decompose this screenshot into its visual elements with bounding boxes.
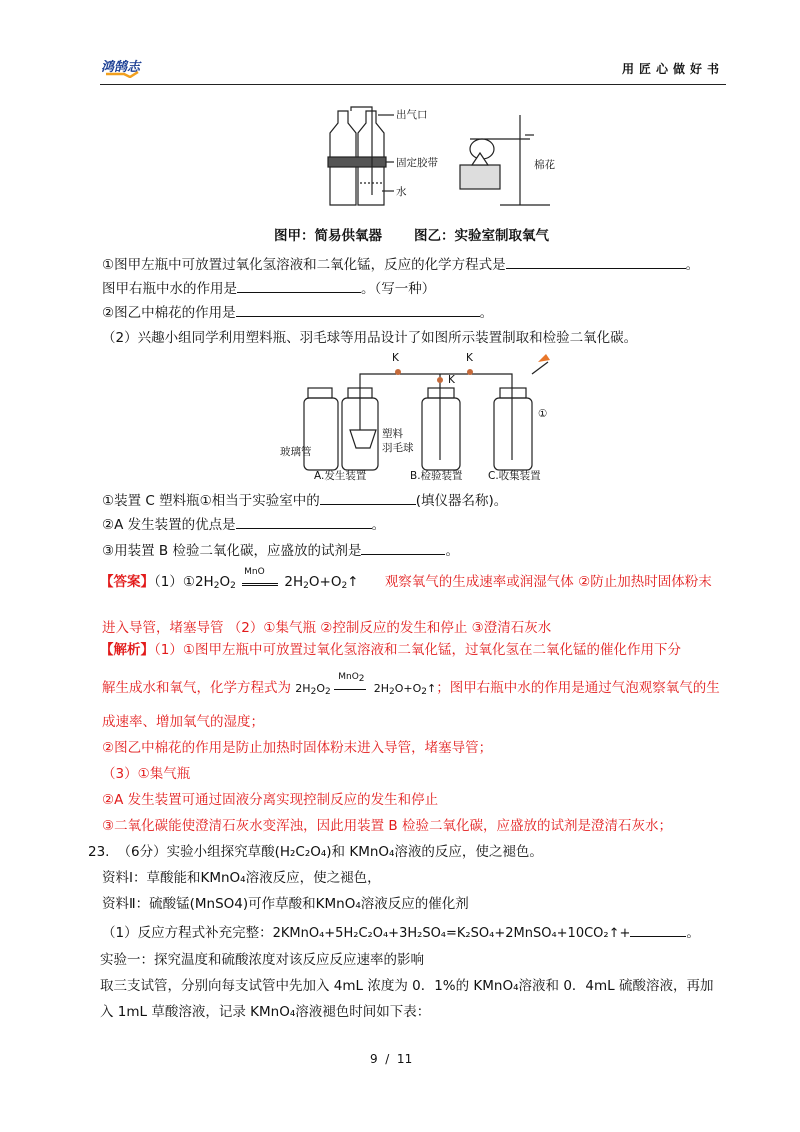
analysis-line3: 成速率、增加氧气的湿度； (102, 714, 264, 730)
q1-line3 (102, 302, 493, 323)
label-tape: 固定胶带 (396, 157, 438, 169)
q1-line3-tail: 。 (479, 305, 494, 321)
answer-line1: 【答案】$(1)①2H_2O_2$ MnO $2H_2O+O_2↑$ 观察氧气的生成速率或润湿气体 ②防止加热时固体粉末 (100, 572, 712, 596)
q2-item1 (102, 490, 507, 511)
q1-line2-text: 图甲右瓶中水的作用是 (102, 281, 237, 297)
analysis-l1: （1）①图甲左瓶中可放置过氧化氢溶液和二氧化锰，过氧化氢在二氧化锰的催化作用下分 (154, 642, 681, 658)
label-a: A.发生装置 (314, 470, 367, 482)
q1-blank2 (237, 278, 361, 293)
q1-blank1 (506, 254, 686, 269)
label-badminton: 羽毛球 (382, 442, 414, 454)
q2-blank2 (236, 514, 372, 529)
q1-line1: ①图甲左瓶中可放置过氧化氢溶液和二氧化锰，反应的化学方程式是 。 (102, 254, 699, 275)
q2-item2-tail: 。 (371, 517, 386, 533)
q23-line7: 入 1mL 草酸溶液，记录 KMnO₄溶液褪色时间如下表： (100, 1004, 431, 1020)
analysis-line2: 解生成水和氧气，化学方程式为 $2H_2O_2$ MnO2 $2H_2O+O_2↑$；图甲右瓶中水的作用是通过气泡观察氧气的生 (102, 672, 720, 697)
analysis-l2b: ；图甲右瓶中水的作用是通过气泡观察氧气的生 (436, 680, 720, 696)
analysis-l2a: 解生成水和氧气，化学方程式为 (102, 680, 291, 696)
analysis-line5: （3）①集气瓶 (102, 766, 191, 782)
label-outlet: 出气口 (396, 109, 428, 121)
q23-blank (630, 922, 686, 937)
q2-item3-tail: 。 (445, 543, 459, 559)
page-number: 9 / 11 (370, 1052, 413, 1066)
q2-item2-text: ②A 发生装置的优点是 (102, 517, 236, 533)
label-circle-1: ① (538, 408, 548, 420)
analysis-line1 (100, 640, 681, 660)
q1-blank3 (236, 302, 480, 317)
q23-l1: （6分）实验小组探究草酸(H₂C₂O₄)和 KMnO₄溶液的反应，使之褪色。 (117, 844, 543, 860)
q23-line3: 资料Ⅱ：硫酸锰(MnSO4)可作草酸和KMnO₄溶液反应的催化剂 (102, 896, 469, 912)
q2-item1-text: ①装置 C 塑料瓶①相当于实验室中的 (102, 493, 320, 509)
figure-co2-apparatus (280, 350, 580, 485)
label-b: B.检验装置 (410, 470, 463, 482)
q1-line2-tail: 。（写一种） (361, 281, 436, 297)
label-water: 水 (396, 186, 407, 198)
q23-l4-tail: 。 (686, 925, 700, 941)
answer-part1: （1）① (154, 574, 195, 590)
q1-line1-text: ①图甲左瓶中可放置过氧化氢溶液和二氧化锰，反应的化学方程式是 (102, 257, 506, 273)
q2-item3 (102, 540, 459, 561)
q23-l4: （1）反应方程式补充完整： (102, 925, 273, 941)
q2-intro: （2）兴趣小组同学利用塑料瓶、羽毛球等用品设计了如图所示装置制取和检验二氧化碳。 (102, 330, 638, 346)
answer-line2: 进入导管，堵塞导管 （2）①集气瓶 ②控制反应的发生和停止 ③澄清石灰水 (102, 620, 552, 636)
analysis-tag: 【解析】 (100, 642, 154, 658)
q1-line3-text: ②图乙中棉花的作用是 (102, 305, 236, 321)
q23-line5: 实验一：探究温度和硫酸浓度对该反应反应速率的影响 (100, 952, 424, 968)
label-k3: K (466, 352, 473, 364)
label-cotton: 棉花 (534, 159, 555, 171)
q23-line6: 取三支试管，分别向每支试管中先加入 4mL 浓度为 0．1%的 KMnO₄溶液和 0．4mL 硫酸溶液，再加 (100, 978, 714, 994)
q2-item1-tail: (填仪器名称)。 (415, 493, 508, 509)
answer-tag: 【答案】 (100, 574, 154, 590)
analysis-line7: ③二氧化碳能使澄清石灰水变浑浊，因此用装置 B 检验二氧化碳，应盛放的试剂是澄清石灰水； (102, 818, 672, 834)
figure-oxygen-apparatus (320, 105, 580, 217)
header-slogan: 用匠心做好书 (621, 62, 724, 76)
answer-catalyst: MnO (244, 567, 265, 577)
svg-text:鸿鹄志: 鸿鹄志 (101, 60, 141, 75)
q23-line4 (102, 922, 700, 944)
q2-item3-text: ③用装置 B 检验二氧化碳，应盛放的试剂是 (102, 543, 362, 559)
q2-blank1 (320, 490, 416, 505)
q23-num: 23. (88, 844, 110, 860)
analysis-line6: ②A 发生装置可通过固液分离实现控制反应的发生和停止 (102, 792, 439, 808)
label-glass-tube: 玻璃管 (280, 446, 312, 458)
q2-item2 (102, 514, 385, 535)
label-k2: K (448, 374, 455, 386)
analysis-line4: ②图乙中棉花的作用是防止加热时固体粉末进入导管，堵塞导管； (102, 740, 493, 756)
q1-line2 (102, 278, 435, 299)
logo-icon (100, 56, 152, 78)
figure1-caption-right: 图乙：实验室制取氧气 (414, 228, 549, 244)
q23-eq: 2KMnO₄+5H₂C₂O₄+3H₂SO₄=K₂SO₄+2MnSO₄+10CO₂↑+ (272, 926, 631, 941)
figure1-caption-left: 图甲：简易供氧器 (274, 228, 382, 244)
co2-apparatus-diagram (280, 350, 580, 485)
q23-line1 (88, 842, 543, 862)
q23-line2: 资料Ⅰ：草酸能和KMnO₄溶液反应，使之褪色， (102, 870, 381, 886)
label-c: C.收集装置 (488, 470, 541, 482)
label-k1: K (392, 352, 399, 364)
answer-rest: 观察氧气的生成速率或润湿气体 ②防止加热时固体粉末 (384, 574, 712, 590)
header-divider (100, 84, 726, 85)
label-plastic: 塑料 (382, 428, 403, 440)
q2-blank3 (361, 540, 445, 555)
logo (100, 56, 152, 78)
